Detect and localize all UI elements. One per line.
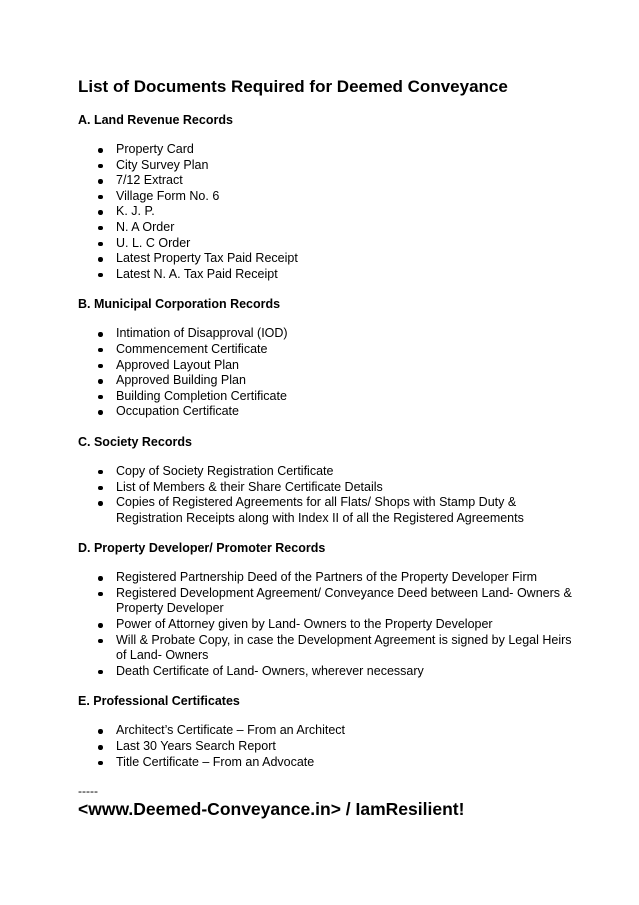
list-item: List of Members & their Share Certificate Details	[78, 480, 578, 496]
footer-website-link[interactable]: <www.Deemed-Conveyance.in> / IamResilient!	[78, 799, 465, 820]
list-item: K. J. P.	[78, 204, 578, 220]
document-list	[78, 142, 578, 282]
document-list	[78, 326, 578, 420]
list-item: 7/12 Extract	[78, 173, 578, 189]
list-item: Registered Development Agreement/ Conveyance Deed between Land- Owners & Property Developer	[78, 586, 578, 617]
list-item: Property Card	[78, 142, 578, 158]
section-land-revenue-records	[78, 112, 578, 296]
section-heading: C. Society Records	[78, 434, 192, 449]
document-page	[78, 76, 578, 820]
list-item: Commencement Certificate	[78, 342, 578, 358]
section-heading: D. Property Developer/ Promoter Records	[78, 541, 326, 556]
list-item: Power of Attorney given by Land- Owners to the Property Developer	[78, 617, 578, 633]
section-heading: A. Land Revenue Records	[78, 113, 233, 127]
list-item: Latest Property Tax Paid Receipt	[78, 251, 578, 267]
list-item: Copies of Registered Agreements for all Flats/ Shops with Stamp Duty & Registration Receipts along with Index II of all the Registered Agreements	[78, 495, 578, 526]
section-society-records	[78, 434, 578, 540]
list-item: Title Certificate – From an Advocate	[78, 755, 578, 771]
list-item: Registered Partnership Deed of the Partners of the Property Developer Firm	[78, 570, 578, 586]
document-list	[78, 464, 578, 526]
list-item: Building Completion Certificate	[78, 389, 578, 405]
list-item: Architect’s Certificate – From an Architect	[78, 723, 578, 739]
list-item: Death Certificate of Land- Owners, wherever necessary	[78, 664, 578, 680]
section-municipal-corporation-records	[78, 296, 578, 434]
list-item: City Survey Plan	[78, 158, 578, 174]
section-property-developer-records	[78, 540, 578, 693]
list-item: N. A Order	[78, 220, 578, 236]
list-item: Copy of Society Registration Certificate	[78, 464, 578, 480]
section-heading: B. Municipal Corporation Records	[78, 297, 281, 312]
separator-line: -----	[78, 784, 98, 799]
list-item: Will & Probate Copy, in case the Development Agreement is signed by Legal Heirs of Land- Owners	[78, 633, 578, 664]
list-item: U. L. C Order	[78, 236, 578, 252]
list-item: Approved Layout Plan	[78, 358, 578, 374]
section-professional-certificates	[78, 693, 578, 784]
list-item: Village Form No. 6	[78, 189, 578, 205]
list-item: Occupation Certificate	[78, 404, 578, 420]
document-list	[78, 723, 578, 770]
section-heading: E. Professional Certificates	[78, 694, 240, 709]
list-item: Last 30 Years Search Report	[78, 739, 578, 755]
document-list	[78, 570, 578, 679]
list-item: Approved Building Plan	[78, 373, 578, 389]
document-title: List of Documents Required for Deemed Conveyance	[78, 77, 508, 96]
list-item: Latest N. A. Tax Paid Receipt	[78, 267, 578, 283]
list-item: Intimation of Disapproval (IOD)	[78, 326, 578, 342]
